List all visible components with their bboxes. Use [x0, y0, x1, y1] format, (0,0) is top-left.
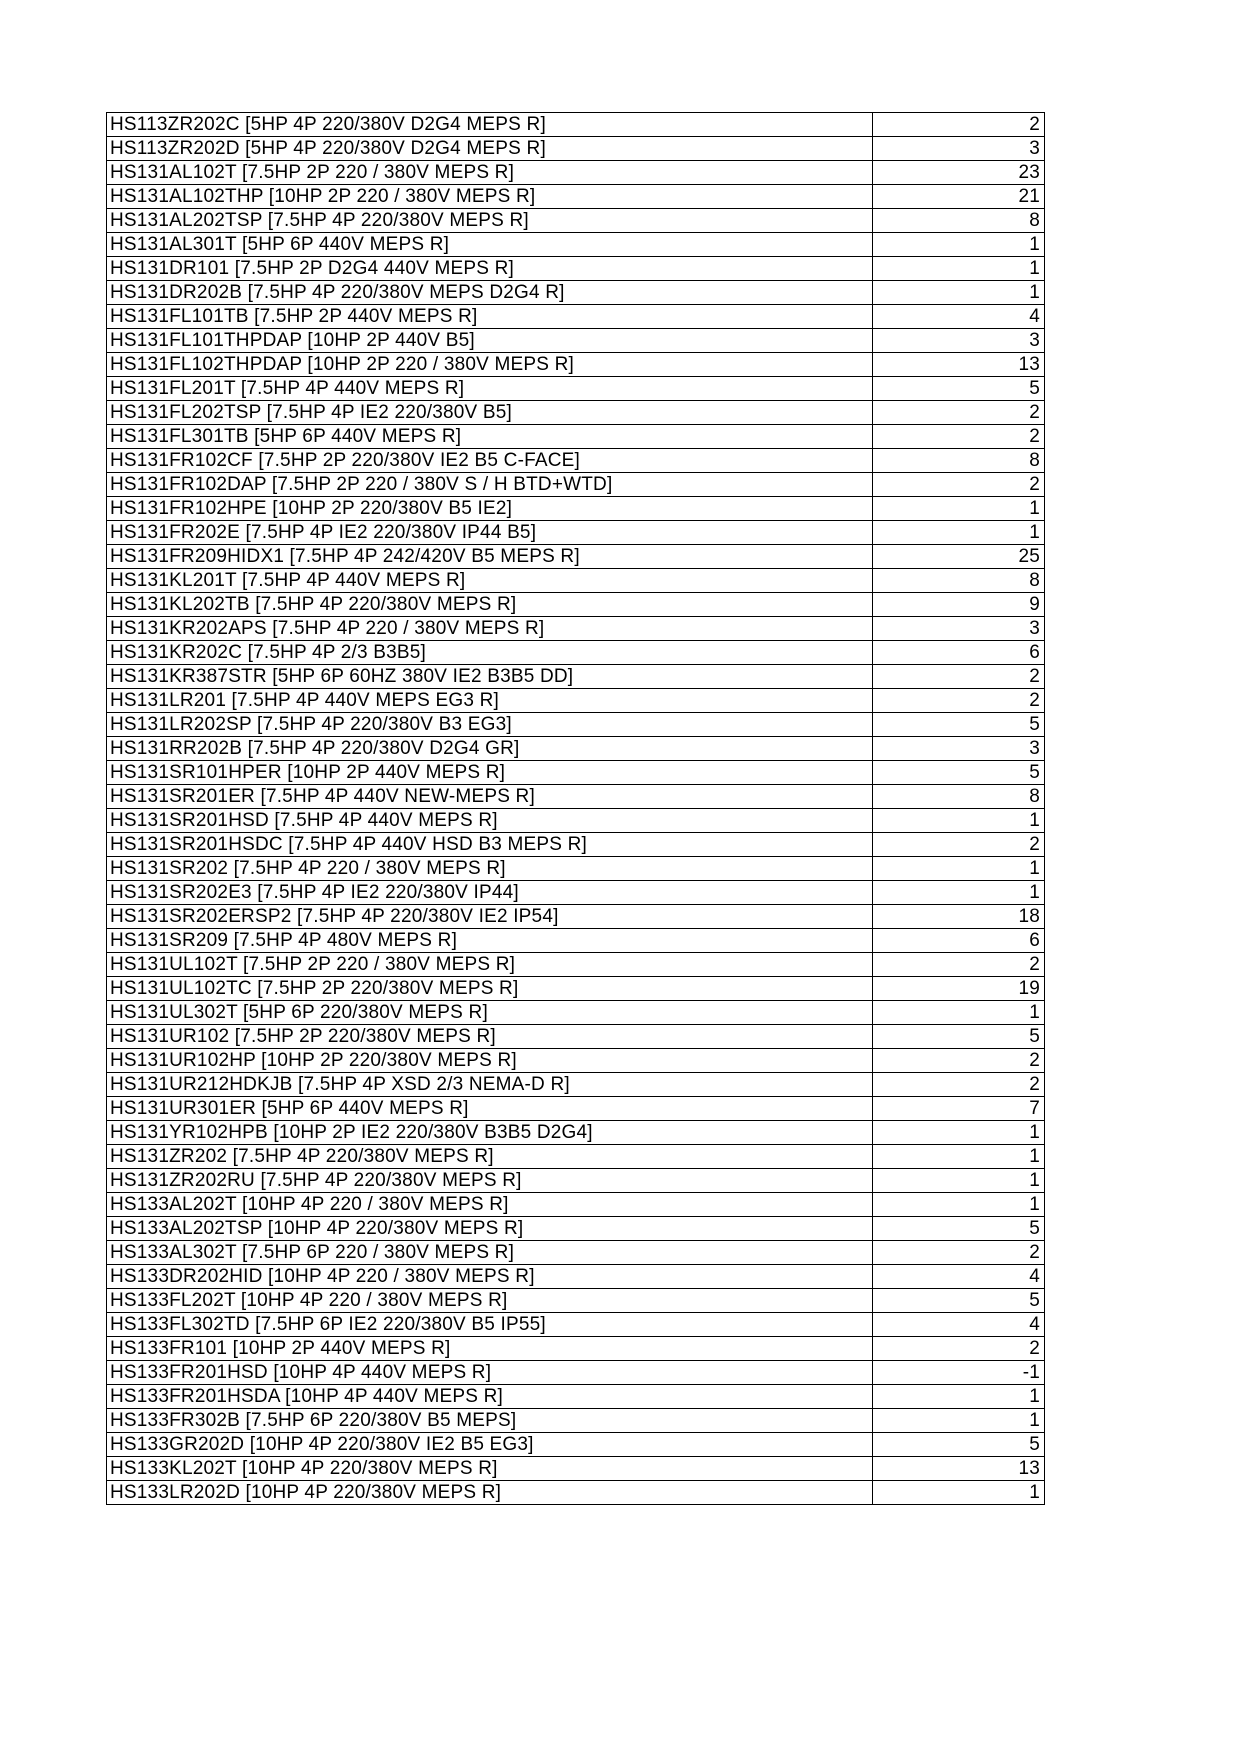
quantity-cell: 19 [873, 977, 1045, 1001]
quantity-cell: 1 [873, 1385, 1045, 1409]
table-row [107, 473, 1045, 497]
quantity-cell: 5 [873, 1433, 1045, 1457]
product-description-cell: HS131FL101TB [7.5HP 2P 440V MEPS R] [107, 305, 873, 329]
product-description-cell: HS131SR201ER [7.5HP 4P 440V NEW-MEPS R] [107, 785, 873, 809]
quantity-cell: 13 [873, 353, 1045, 377]
product-description-cell: HS131KL201T [7.5HP 4P 440V MEPS R] [107, 569, 873, 593]
table-row [107, 665, 1045, 689]
table-row [107, 1385, 1045, 1409]
table-row [107, 257, 1045, 281]
product-description-cell: HS131FL102THPDAP [10HP 2P 220 / 380V MEPS R] [107, 353, 873, 377]
table-row [107, 1481, 1045, 1505]
product-description-cell: HS113ZR202D [5HP 4P 220/380V D2G4 MEPS R] [107, 137, 873, 161]
table-row [107, 113, 1045, 137]
quantity-cell: 1 [873, 1001, 1045, 1025]
product-description-cell: HS131FR102HPE [10HP 2P 220/380V B5 IE2] [107, 497, 873, 521]
product-description-cell: HS133FR302B [7.5HP 6P 220/380V B5 MEPS] [107, 1409, 873, 1433]
table-row [107, 905, 1045, 929]
table-row [107, 305, 1045, 329]
table-row [107, 209, 1045, 233]
product-description-cell: HS131KR387STR [5HP 6P 60HZ 380V IE2 B3B5 DD] [107, 665, 873, 689]
quantity-cell: 6 [873, 641, 1045, 665]
table-row [107, 857, 1045, 881]
quantity-cell: 6 [873, 929, 1045, 953]
product-description-cell: HS133GR202D [10HP 4P 220/380V IE2 B5 EG3] [107, 1433, 873, 1457]
quantity-cell: 8 [873, 449, 1045, 473]
product-description-cell: HS131ZR202RU [7.5HP 4P 220/380V MEPS R] [107, 1169, 873, 1193]
product-description-cell: HS131UL302T [5HP 6P 220/380V MEPS R] [107, 1001, 873, 1025]
quantity-cell: 2 [873, 689, 1045, 713]
table-row [107, 329, 1045, 353]
quantity-cell: 5 [873, 761, 1045, 785]
quantity-cell: 8 [873, 569, 1045, 593]
product-description-cell: HS131SR201HSDC [7.5HP 4P 440V HSD B3 MEPS R] [107, 833, 873, 857]
product-description-cell: HS131UR301ER [5HP 6P 440V MEPS R] [107, 1097, 873, 1121]
quantity-cell: 8 [873, 209, 1045, 233]
table-row [107, 785, 1045, 809]
product-description-cell: HS133FL202T [10HP 4P 220 / 380V MEPS R] [107, 1289, 873, 1313]
table-row [107, 425, 1045, 449]
quantity-cell: 1 [873, 1193, 1045, 1217]
table-row [107, 713, 1045, 737]
product-description-cell: HS131UR212HDKJB [7.5HP 4P XSD 2/3 NEMA-D R] [107, 1073, 873, 1097]
quantity-cell: 5 [873, 1217, 1045, 1241]
product-description-cell: HS131FL101THPDAP [10HP 2P 440V B5] [107, 329, 873, 353]
product-description-cell: HS131KR202C [7.5HP 4P 2/3 B3B5] [107, 641, 873, 665]
product-description-cell: HS131SR209 [7.5HP 4P 480V MEPS R] [107, 929, 873, 953]
quantity-cell: 1 [873, 497, 1045, 521]
product-description-cell: HS131ZR202 [7.5HP 4P 220/380V MEPS R] [107, 1145, 873, 1169]
table-row [107, 1433, 1045, 1457]
product-description-cell: HS133AL202TSP [10HP 4P 220/380V MEPS R] [107, 1217, 873, 1241]
table-row [107, 833, 1045, 857]
quantity-cell: 1 [873, 857, 1045, 881]
table-row [107, 1193, 1045, 1217]
table-row [107, 569, 1045, 593]
table-row [107, 977, 1045, 1001]
quantity-cell: 1 [873, 521, 1045, 545]
product-description-cell: HS131UL102TC [7.5HP 2P 220/380V MEPS R] [107, 977, 873, 1001]
product-description-cell: HS131UL102T [7.5HP 2P 220 / 380V MEPS R] [107, 953, 873, 977]
quantity-cell: 2 [873, 953, 1045, 977]
quantity-cell: 3 [873, 737, 1045, 761]
inventory-table [106, 112, 1045, 1505]
quantity-cell: 2 [873, 833, 1045, 857]
quantity-cell: 1 [873, 281, 1045, 305]
quantity-cell: 25 [873, 545, 1045, 569]
table-row [107, 1097, 1045, 1121]
product-description-cell: HS131UR102HP [10HP 2P 220/380V MEPS R] [107, 1049, 873, 1073]
product-description-cell: HS131KR202APS [7.5HP 4P 220 / 380V MEPS R] [107, 617, 873, 641]
table-row [107, 641, 1045, 665]
product-description-cell: HS131SR101HPER [10HP 2P 440V MEPS R] [107, 761, 873, 785]
table-row [107, 497, 1045, 521]
product-description-cell: HS131SR201HSD [7.5HP 4P 440V MEPS R] [107, 809, 873, 833]
product-description-cell: HS131AL301T [5HP 6P 440V MEPS R] [107, 233, 873, 257]
quantity-cell: 5 [873, 377, 1045, 401]
inventory-table-body [107, 113, 1045, 1505]
product-description-cell: HS133AL202T [10HP 4P 220 / 380V MEPS R] [107, 1193, 873, 1217]
quantity-cell: 13 [873, 1457, 1045, 1481]
quantity-cell: 8 [873, 785, 1045, 809]
quantity-cell: 1 [873, 809, 1045, 833]
table-row [107, 281, 1045, 305]
table-row [107, 929, 1045, 953]
table-row [107, 1289, 1045, 1313]
quantity-cell: 2 [873, 401, 1045, 425]
quantity-cell: 2 [873, 1073, 1045, 1097]
quantity-cell: 1 [873, 1481, 1045, 1505]
table-row [107, 521, 1045, 545]
product-description-cell: HS133FR201HSDA [10HP 4P 440V MEPS R] [107, 1385, 873, 1409]
product-description-cell: HS131LR202SP [7.5HP 4P 220/380V B3 EG3] [107, 713, 873, 737]
product-description-cell: HS133FR101 [10HP 2P 440V MEPS R] [107, 1337, 873, 1361]
quantity-cell: 1 [873, 881, 1045, 905]
table-row [107, 1409, 1045, 1433]
product-description-cell: HS131FR102CF [7.5HP 2P 220/380V IE2 B5 C-FACE] [107, 449, 873, 473]
product-description-cell: HS131AL102T [7.5HP 2P 220 / 380V MEPS R] [107, 161, 873, 185]
table-row [107, 377, 1045, 401]
product-description-cell: HS131DR202B [7.5HP 4P 220/380V MEPS D2G4 R] [107, 281, 873, 305]
quantity-cell: 4 [873, 1265, 1045, 1289]
table-row [107, 953, 1045, 977]
table-row [107, 185, 1045, 209]
product-description-cell: HS133LR202D [10HP 4P 220/380V MEPS R] [107, 1481, 873, 1505]
quantity-cell: 4 [873, 305, 1045, 329]
table-row [107, 1001, 1045, 1025]
product-description-cell: HS133KL202T [10HP 4P 220/380V MEPS R] [107, 1457, 873, 1481]
table-row [107, 593, 1045, 617]
table-row [107, 137, 1045, 161]
quantity-cell: 1 [873, 1169, 1045, 1193]
quantity-cell: 3 [873, 137, 1045, 161]
quantity-cell: 1 [873, 233, 1045, 257]
product-description-cell: HS131FR202E [7.5HP 4P IE2 220/380V IP44 B5] [107, 521, 873, 545]
quantity-cell: 21 [873, 185, 1045, 209]
quantity-cell: 3 [873, 617, 1045, 641]
product-description-cell: HS131SR202E3 [7.5HP 4P IE2 220/380V IP44] [107, 881, 873, 905]
table-row [107, 1265, 1045, 1289]
quantity-cell: 9 [873, 593, 1045, 617]
table-row [107, 1361, 1045, 1385]
product-description-cell: HS131YR102HPB [10HP 2P IE2 220/380V B3B5 D2G4] [107, 1121, 873, 1145]
product-description-cell: HS131LR201 [7.5HP 4P 440V MEPS EG3 R] [107, 689, 873, 713]
table-row [107, 1121, 1045, 1145]
product-description-cell: HS131DR101 [7.5HP 2P D2G4 440V MEPS R] [107, 257, 873, 281]
quantity-cell: 1 [873, 257, 1045, 281]
quantity-cell: 23 [873, 161, 1045, 185]
table-row [107, 1049, 1045, 1073]
quantity-cell: 7 [873, 1097, 1045, 1121]
product-description-cell: HS133AL302T [7.5HP 6P 220 / 380V MEPS R] [107, 1241, 873, 1265]
quantity-cell: 2 [873, 665, 1045, 689]
quantity-cell: 5 [873, 1289, 1045, 1313]
table-row [107, 689, 1045, 713]
quantity-cell: -1 [873, 1361, 1045, 1385]
quantity-cell: 2 [873, 1337, 1045, 1361]
table-row [107, 1145, 1045, 1169]
table-row [107, 1217, 1045, 1241]
table-row [107, 545, 1045, 569]
product-description-cell: HS131AL202TSP [7.5HP 4P 220/380V MEPS R] [107, 209, 873, 233]
table-row [107, 353, 1045, 377]
table-row [107, 1337, 1045, 1361]
table-row [107, 881, 1045, 905]
table-row [107, 161, 1045, 185]
quantity-cell: 2 [873, 425, 1045, 449]
product-description-cell: HS133DR202HID [10HP 4P 220 / 380V MEPS R] [107, 1265, 873, 1289]
product-description-cell: HS131FR209HIDX1 [7.5HP 4P 242/420V B5 MEPS R] [107, 545, 873, 569]
quantity-cell: 2 [873, 113, 1045, 137]
quantity-cell: 4 [873, 1313, 1045, 1337]
table-row [107, 1457, 1045, 1481]
quantity-cell: 1 [873, 1121, 1045, 1145]
product-description-cell: HS131FL201T [7.5HP 4P 440V MEPS R] [107, 377, 873, 401]
product-description-cell: HS133FL302TD [7.5HP 6P IE2 220/380V B5 IP55] [107, 1313, 873, 1337]
product-description-cell: HS131AL102THP [10HP 2P 220 / 380V MEPS R] [107, 185, 873, 209]
table-row [107, 809, 1045, 833]
table-row [107, 401, 1045, 425]
product-description-cell: HS113ZR202C [5HP 4P 220/380V D2G4 MEPS R] [107, 113, 873, 137]
table-row [107, 761, 1045, 785]
quantity-cell: 2 [873, 473, 1045, 497]
product-description-cell: HS131UR102 [7.5HP 2P 220/380V MEPS R] [107, 1025, 873, 1049]
product-description-cell: HS131FR102DAP [7.5HP 2P 220 / 380V S / H BTD+WTD] [107, 473, 873, 497]
table-row [107, 1073, 1045, 1097]
product-description-cell: HS131SR202 [7.5HP 4P 220 / 380V MEPS R] [107, 857, 873, 881]
product-description-cell: HS131KL202TB [7.5HP 4P 220/380V MEPS R] [107, 593, 873, 617]
quantity-cell: 2 [873, 1241, 1045, 1265]
quantity-cell: 3 [873, 329, 1045, 353]
quantity-cell: 1 [873, 1409, 1045, 1433]
table-row [107, 233, 1045, 257]
product-description-cell: HS131FL202TSP [7.5HP 4P IE2 220/380V B5] [107, 401, 873, 425]
table-row [107, 449, 1045, 473]
product-description-cell: HS131FL301TB [5HP 6P 440V MEPS R] [107, 425, 873, 449]
table-row [107, 1313, 1045, 1337]
table-row [107, 1169, 1045, 1193]
table-row [107, 617, 1045, 641]
table-row [107, 1241, 1045, 1265]
product-description-cell: HS133FR201HSD [10HP 4P 440V MEPS R] [107, 1361, 873, 1385]
quantity-cell: 1 [873, 1145, 1045, 1169]
quantity-cell: 5 [873, 1025, 1045, 1049]
quantity-cell: 5 [873, 713, 1045, 737]
table-row [107, 1025, 1045, 1049]
product-description-cell: HS131RR202B [7.5HP 4P 220/380V D2G4 GR] [107, 737, 873, 761]
product-description-cell: HS131SR202ERSP2 [7.5HP 4P 220/380V IE2 IP54] [107, 905, 873, 929]
quantity-cell: 18 [873, 905, 1045, 929]
table-row [107, 737, 1045, 761]
quantity-cell: 2 [873, 1049, 1045, 1073]
